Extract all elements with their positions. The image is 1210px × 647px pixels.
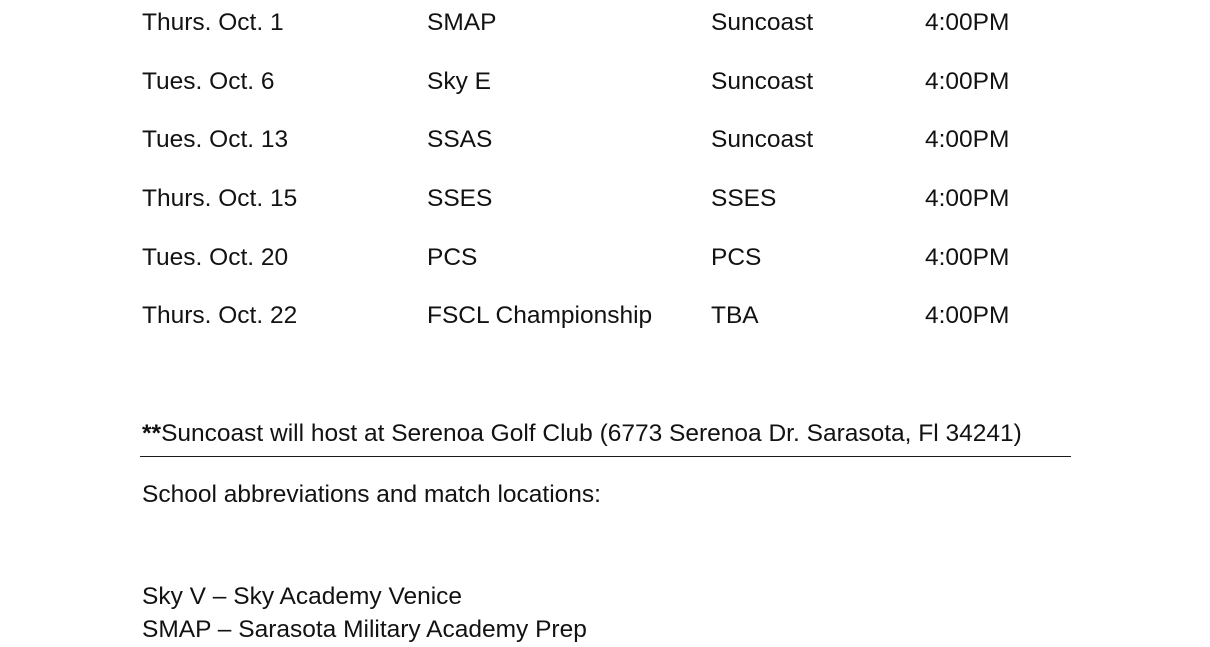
schedule-row (0, 179, 1210, 219)
schedule-row (0, 296, 1210, 336)
host-note (142, 414, 1022, 454)
match-location: Suncoast (711, 9, 814, 36)
note-text: Suncoast will host at Serenoa Golf Club (6773 Serenoa Dr. Sarasota, Fl 34241) (161, 420, 1022, 447)
match-date: Thurs. Oct. 15 (142, 185, 298, 212)
schedule-row (0, 62, 1210, 102)
match-time: 4:00PM (925, 9, 1010, 36)
match-opponent: FSCL Championship (427, 302, 653, 329)
match-time: 4:00PM (925, 244, 1010, 271)
match-date: Tues. Oct. 13 (142, 126, 289, 153)
abbreviations-heading: School abbreviations and match locations: (142, 481, 601, 508)
match-location: Suncoast (711, 68, 814, 95)
match-location: SSES (711, 185, 777, 212)
schedule-row (0, 120, 1210, 160)
note-marker: ** (142, 420, 162, 447)
match-opponent: SSES (427, 185, 493, 212)
match-opponent: SSAS (427, 126, 493, 153)
match-date: Thurs. Oct. 1 (142, 9, 284, 36)
match-date: Tues. Oct. 20 (142, 244, 289, 271)
match-time: 4:00PM (925, 185, 1010, 212)
match-location: Suncoast (711, 126, 814, 153)
abbreviation-item: Sky V – Sky Academy Venice (142, 583, 463, 610)
match-opponent: PCS (427, 244, 478, 271)
horizontal-rule (140, 456, 1071, 457)
match-location: PCS (711, 244, 762, 271)
schedule-row (0, 3, 1210, 43)
match-time: 4:00PM (925, 302, 1010, 329)
match-time: 4:00PM (925, 68, 1010, 95)
match-location: TBA (711, 302, 759, 329)
match-opponent: Sky E (427, 68, 491, 95)
match-date: Tues. Oct. 6 (142, 68, 275, 95)
schedule-row (0, 238, 1210, 278)
match-date: Thurs. Oct. 22 (142, 302, 298, 329)
match-opponent: SMAP (427, 9, 497, 36)
abbreviation-item: SMAP – Sarasota Military Academy Prep (142, 616, 587, 643)
match-time: 4:00PM (925, 126, 1010, 153)
